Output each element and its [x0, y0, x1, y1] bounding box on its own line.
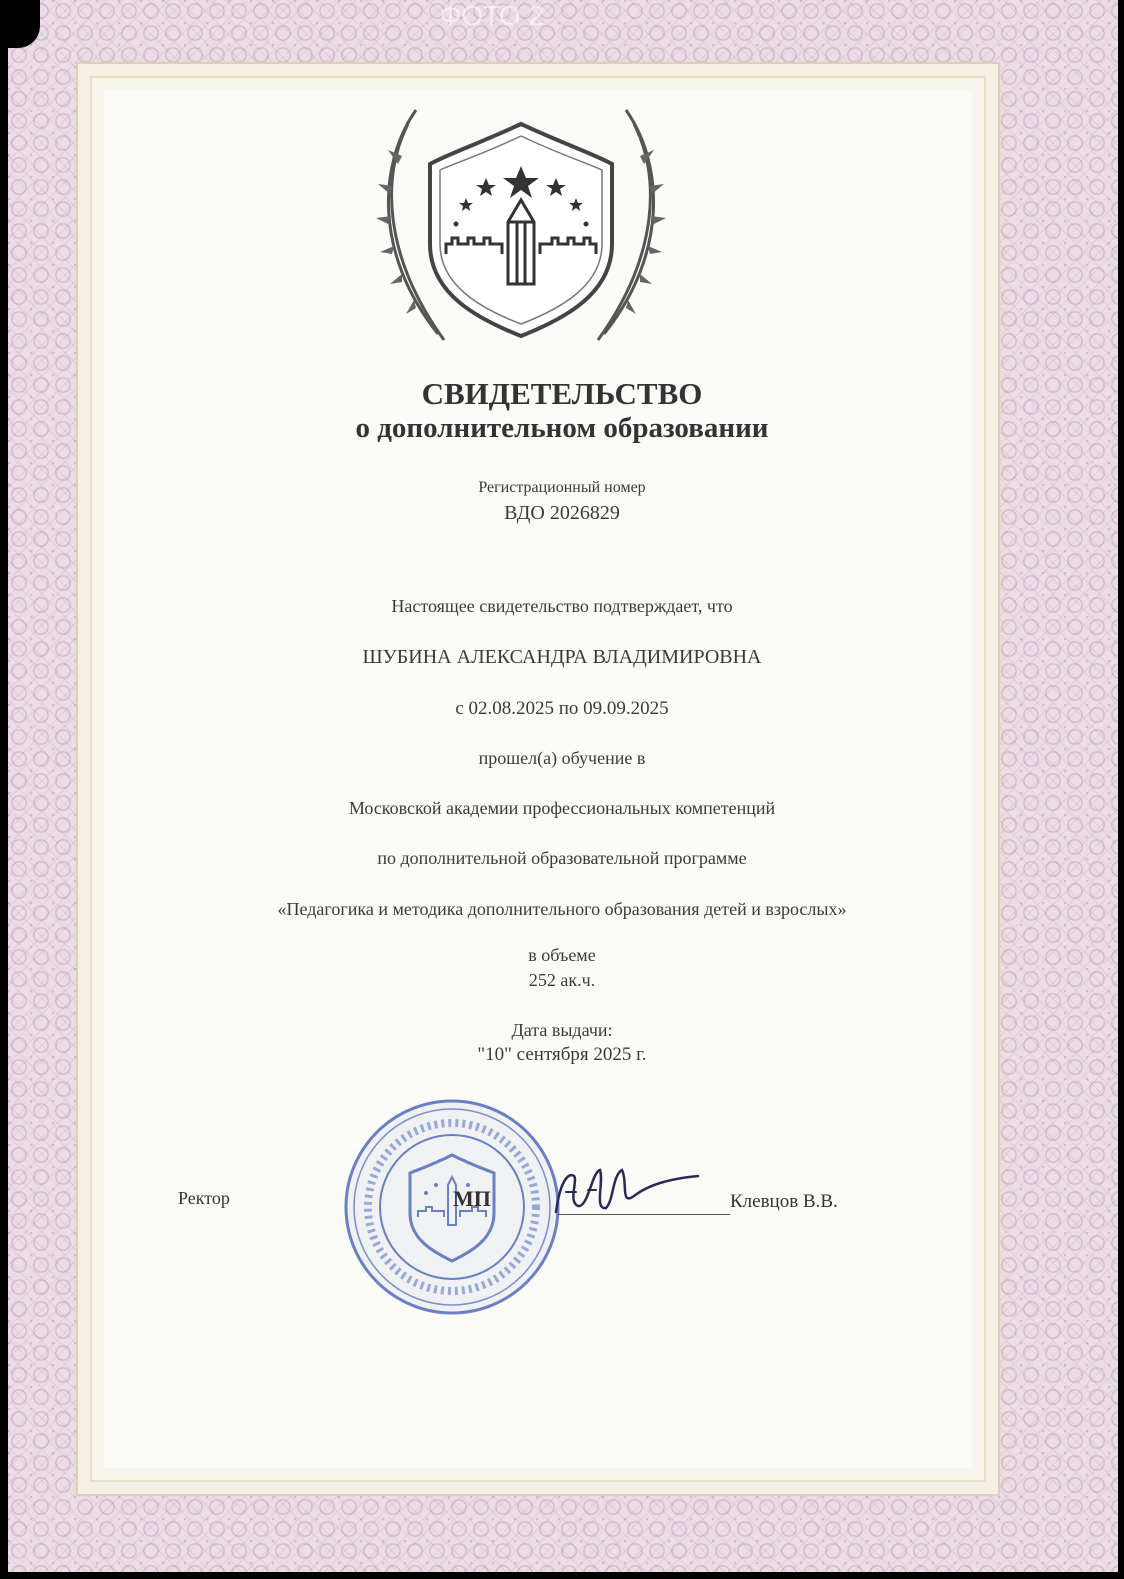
volume-label: в объеме — [528, 945, 596, 965]
rector-name: Клевцов В.В. — [730, 1191, 838, 1212]
overlay-ghost-text: ФОТО 2 — [440, 0, 545, 31]
volume-value: 252 ак.ч. — [528, 970, 596, 990]
program-intro: по дополнительной образовательной программе — [377, 848, 747, 868]
study-period: с 02.08.2025 по 09.09.2025 — [455, 698, 669, 719]
registration-number: ВДО 2026829 — [504, 502, 620, 524]
trained-text: прошел(а) обучение в — [478, 748, 646, 768]
academy-emblem-icon — [368, 104, 674, 348]
certificate-subtitle: о дополнительном образовании — [355, 412, 769, 444]
signature-line — [558, 1214, 730, 1215]
institution-name: Московской академии профессиональных компетенций — [348, 798, 776, 818]
issue-date-label: Дата выдачи: — [511, 1020, 613, 1040]
recipient-name: ШУБИНА АЛЕКСАНДРА ВЛАДИМИРОВНА — [362, 646, 762, 668]
certificate-title: СВИДЕТЕЛЬСТВО — [421, 376, 703, 411]
program-name: «Педагогика и методика дополнительного образования детей и взрослых» — [277, 899, 847, 919]
rector-label: Ректор — [178, 1188, 230, 1208]
rector-signature — [548, 1152, 718, 1222]
registration-label: Регистрационный номер — [478, 479, 646, 496]
confirmation-text: Настоящее свидетельство подтверждает, что — [391, 596, 733, 616]
stamp-mark: МП — [453, 1186, 491, 1211]
screen-corner — [0, 0, 40, 48]
issue-date: "10" сентября 2025 г. — [477, 1044, 647, 1065]
